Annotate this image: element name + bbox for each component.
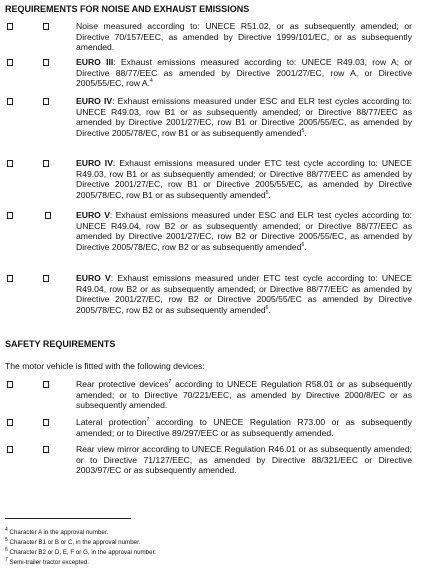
item-text: Rear view mirror according to UNECE Regulation R46.01 or as subsequently amended; or to Directive 71/127/EEC, as amended by Directive 88/321/EEC or Directive 2003/97/EC or as subsequently amended. — [76, 444, 412, 476]
checkbox[interactable] — [43, 59, 49, 66]
checkbox[interactable] — [43, 275, 49, 282]
checkbox[interactable] — [7, 381, 13, 388]
checkbox[interactable] — [43, 419, 49, 426]
footnote: $^7$ Semi-trailer tractor excepted. — [5, 556, 89, 566]
safety-intro: The motor vehicle is fitted with the following devices: — [5, 361, 205, 371]
noise-heading: REQUIREMENTS FOR NOISE AND EXHAUST EMISSIONS — [5, 4, 250, 14]
checkbox[interactable] — [43, 446, 49, 453]
item-text: EURO V: Exhaust emissions measured under ETC test cycle according to: UNECE R49.04, row B2 or as subsequently amended; or Directive 88/77/EEC as amended by Directive 2001/27/EC, row B2 or Directive 2005/55/EC as amended by Directive 2005/78/EC, row B2 or as subsequently amended$^6$. — [76, 273, 412, 315]
item-text: EURO V: Exhaust emissions measured under ESC and ELR test cycles according to: UNECE R49.04, row B2 or as subsequently amended; or Directive 88/77/EEC as amended by Directive 2001/27/EC, row B2 or Directive 2005/55/EC, as amended by Directive 2005/78/EC, row B2 or as subsequently amended$^6$. — [76, 210, 412, 252]
checkbox[interactable] — [45, 212, 51, 219]
checkbox[interactable] — [7, 212, 13, 219]
item-text: EURO IV: Exhaust emissions measured under ESC and ELR test cycles according to: UNECE R49.03, row B1 or as subsequently amended; or Directive 88/77/EEC as amended by Directive 2001/27/EC, row B1 or Directive 2005/55/EC, as amended by Directive 2005/78/EC, row B1 or as subsequently amended$^5$. — [76, 96, 412, 138]
checkbox[interactable] — [7, 275, 13, 282]
checkbox[interactable] — [7, 98, 13, 105]
footnote: $^5$ Character B1 or B or C, in the approval number. — [5, 536, 141, 546]
checkbox[interactable] — [7, 446, 13, 453]
checkbox[interactable] — [7, 23, 13, 30]
item-text: Lateral protection$^7$ according to UNECE Regulation R73.00 or as subsequently amended; or to Directive 89/297/EEC or as subsequently amended. — [76, 417, 413, 438]
checkbox[interactable] — [43, 381, 49, 388]
safety-heading: SAFETY REQUIREMENTS — [5, 339, 116, 349]
footnote: $^4$ Character A in the approval number. — [5, 526, 109, 536]
item-text: EURO IV: Exhaust emissions measured under ETC test cycle according to: UNECE R49.03, row B1 or as subsequently amended; or Directive 88/77/EEC as amended by Directive 2001/27/EC, row B1 or Directive 2005/55/EC, as amended by Directive 2005/78/EC, row B1 or as subsequently amended$^5$. — [76, 158, 412, 200]
checkbox[interactable] — [43, 98, 49, 105]
checkbox[interactable] — [7, 419, 13, 426]
checkbox[interactable] — [43, 160, 49, 167]
checkbox[interactable] — [7, 160, 13, 167]
item-text: Rear protective devices$^7$ according to UNECE Regulation R58.01 or as subsequently amended; or to Directive 70/221/EEC, as amended by Directive 2000/8/EC or as subsequently amended. — [76, 379, 412, 411]
item-text: EURO III: Exhaust emissions measured according to: UNECE R49.03, row A; or Directive 88/77/EEC as amended by Directive 2001/27/EC, row A, or Directive 2005/55/EC, row A.$^4$ — [76, 57, 412, 89]
checkbox[interactable] — [7, 59, 13, 66]
footnote: $^6$ Character B2 or D, E, F or G, in the approval number. — [5, 546, 157, 556]
footnote-divider — [5, 518, 131, 519]
item-text: Noise measured according to: UNECE R51.02, or as subsequently amended; or Directive 70/157/EEC, as amended by Directive 1999/101/EC, or as subsequently amended. — [76, 21, 412, 53]
checkbox[interactable] — [43, 23, 49, 30]
